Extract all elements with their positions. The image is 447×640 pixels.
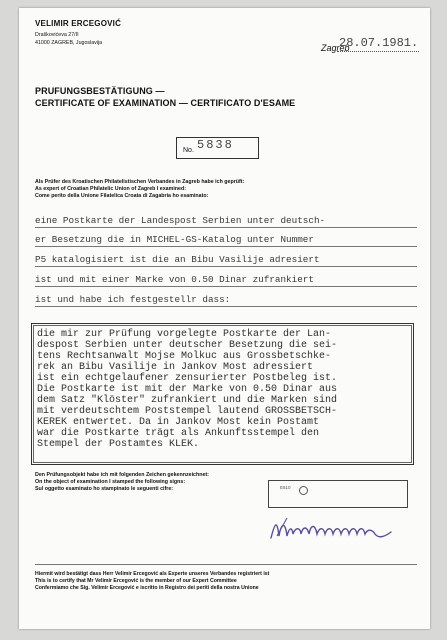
- examiner-line-en: As expert of Croatian Philatelic Union of Zagreb I examined:: [35, 186, 186, 192]
- typed-line: ist und mit einer Marke von 0.50 Dinar zufrankiert: [35, 274, 314, 285]
- certificate-number: 5838: [197, 138, 234, 152]
- certificate-sheet: [19, 8, 430, 629]
- footer-line-de: Hiermit wird bestätigt dass Herr Velimir Ercegović als Experte unseres Verbandes registriert ist: [35, 571, 270, 577]
- finding-line: Stempel der Postamtes KLEK.: [37, 439, 200, 450]
- examiner-line-de: Als Prüfer des Kroatischen Philatelistischen Verbandes in Zagreb habe ich geprüft:: [35, 179, 245, 185]
- expert-mark-text: E810: [280, 485, 291, 490]
- typed-line: P5 katalogisiert ist die an Bibu Vasilije adresiert: [35, 254, 320, 265]
- rule-line: [35, 227, 417, 228]
- marking-line-de: Den Prüfungsobjekt habe ich mit folgenden Zeichen gekennzeichnet:: [35, 472, 209, 478]
- finding-line: dem Satz "Klöster" zufrankiert und die Marken sind: [37, 395, 338, 406]
- marking-line-en: On the object of examination I stamped the following signs:: [35, 479, 186, 485]
- date-underline: [337, 51, 419, 52]
- examiner-line-it: Come perito della Unione Filatelica Croata di Zagabria ho esaminato:: [35, 193, 209, 199]
- issuer-city: 41000 ZAGREB, Jugoslavija: [35, 40, 103, 46]
- typed-line: eine Postkarte der Landespost Serbien unter deutsch-: [35, 215, 326, 226]
- title-english-italian: CERTIFICATE OF EXAMINATION — CERTIFICATO D'ESAME: [35, 98, 296, 108]
- place-label: Zagreb: [321, 43, 350, 53]
- finding-line: KEREK entwertet. Da in Jankov Most kein Postamt: [37, 417, 320, 428]
- footer-rule: [35, 564, 417, 565]
- issuer-street: Draškovićeva 27/II: [35, 32, 79, 38]
- footer-line-it: Confermiamo che Sig. Velimir Ercegović e iscritto in Registro dei periti della nostra Unione: [35, 585, 259, 591]
- finding-line: rek an Bibu Vasilije in Jankov Most adressiert: [37, 362, 314, 373]
- typed-line: ist und habe ich festgestellr dass:: [35, 294, 231, 305]
- issuer-name: VELIMIR ERCEGOVIĆ: [35, 19, 122, 28]
- issue-date: 28.07.1981.: [339, 36, 419, 50]
- expert-mark-circle-icon: [299, 486, 308, 495]
- finding-line: war die Postkarte trägt als Ankunftsstempel den: [37, 428, 320, 439]
- typed-line: er Besetzung die in MICHEL-GS-Katalog unter Nummer: [35, 234, 314, 245]
- rule-line: [35, 306, 417, 307]
- marking-line-it: Sul oggetto esaminato ho stampinato le seguenti cifre:: [35, 486, 174, 492]
- signature-icon: [267, 514, 397, 544]
- finding-line: mit verdeutschtem Poststempel lautend GROSSBETSCH-: [37, 406, 338, 417]
- rule-line: [35, 266, 417, 267]
- footer-line-en: This is to certify that Mr Velimir Ercegović is the member of our Expert Committee: [35, 578, 237, 584]
- rule-line: [35, 246, 417, 247]
- title-german: PRUFUNGSBESTÄTIGUNG —: [35, 86, 165, 96]
- finding-line: Die Postkarte ist mit der Marke von 0.50 Dinar aus: [37, 384, 338, 395]
- rule-line: [35, 286, 417, 287]
- finding-line: die mir zur Prüfung vorgelegte Postkarte der Lan-: [37, 329, 332, 340]
- certificate-number-label: No.: [183, 147, 194, 154]
- finding-line: tens Rechtsanwalt Mojse Molkuc aus Grossbetschke-: [37, 351, 332, 362]
- finding-line: ist ein echtgelaufener zensurierter Postbeleg ist.: [37, 373, 338, 384]
- finding-line: despost Serbien unter deutscher Besetzung die sei-: [37, 340, 338, 351]
